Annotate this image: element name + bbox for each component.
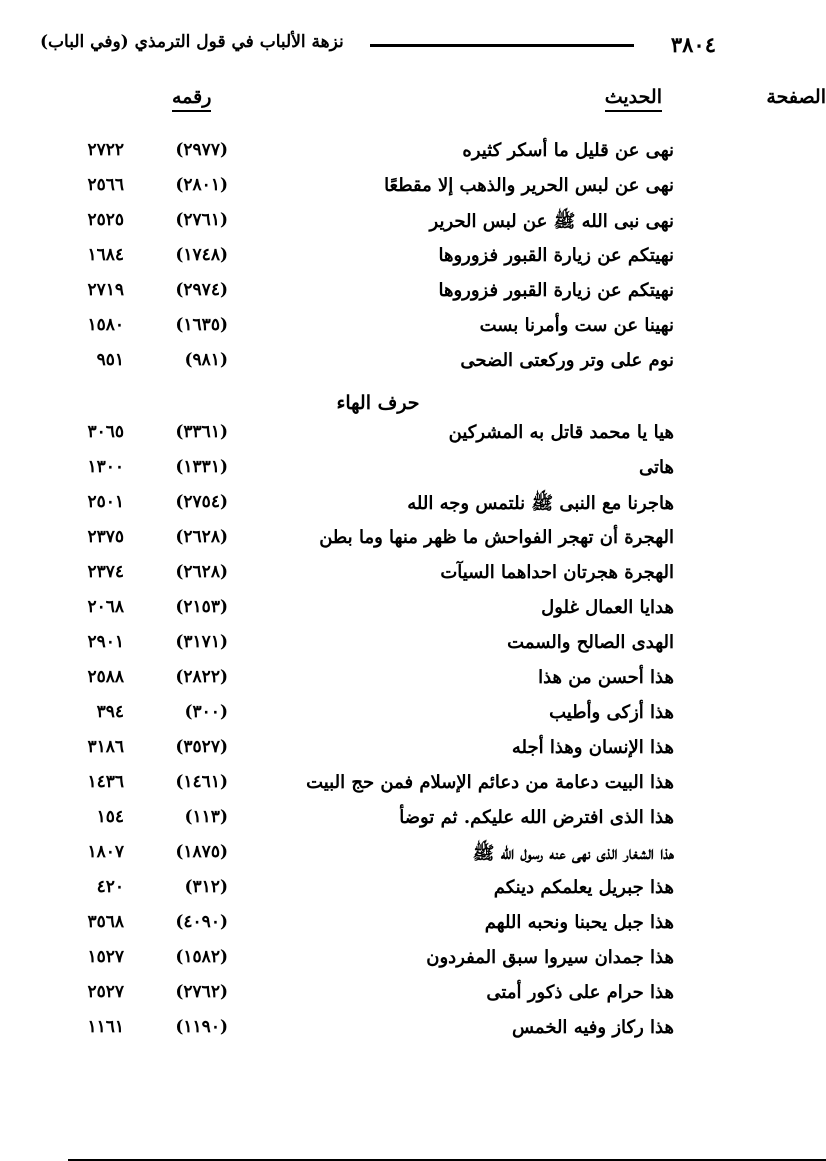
page-ref: ٤٢٠ bbox=[96, 877, 124, 897]
hadith-text: هذا الإنسان وهذا أجله bbox=[511, 737, 674, 758]
hadith-number: (٢٦٢٨) bbox=[175, 527, 228, 547]
page-ref: ٢٥٨٨ bbox=[87, 667, 124, 687]
page-ref: ٢٥٢٧ bbox=[87, 982, 124, 1002]
index-row bbox=[40, 912, 716, 946]
hadith-number: (٢٩٧٤) bbox=[175, 280, 228, 300]
hadith-text: هذا جمدان سيروا سبق المفردون bbox=[426, 947, 674, 968]
hadith-number: (٣٣٦١) bbox=[175, 422, 228, 442]
hadith-number: (١١٩٠) bbox=[175, 1017, 228, 1037]
page-ref: ٣٥٦٨ bbox=[87, 912, 124, 932]
page-ref: ٣١٨٦ bbox=[87, 737, 124, 757]
page-ref: ٢٣٧٥ bbox=[87, 527, 124, 547]
hadith-text: نهى عن لبس الحرير والذهب إلا مقطعًا bbox=[384, 175, 674, 196]
index-row bbox=[40, 842, 716, 876]
running-header bbox=[40, 30, 716, 60]
hadith-number: (٢٨٢٢) bbox=[175, 667, 228, 687]
hadith-text: الهجرة أن تهجر الفواحش ما ظهر منها وما بطن bbox=[319, 527, 674, 548]
hadith-number: (٢٧٦١) bbox=[175, 210, 228, 230]
hadith-number: (٢٨٠١) bbox=[175, 175, 228, 195]
book-title: نزهة الألباب في قول الترمذي (وفي الباب) bbox=[40, 32, 344, 52]
hadith-number: (١٤٦١) bbox=[175, 772, 228, 792]
index-row bbox=[40, 632, 716, 666]
page-ref: ١٥٨٠ bbox=[87, 315, 124, 335]
section-heading: حرف الهاء bbox=[336, 392, 420, 414]
index-row bbox=[40, 1017, 716, 1051]
hadith-text: هذا البيت دعامة من دعائم الإسلام فمن حج البيت bbox=[306, 772, 674, 793]
hadith-text: هذا جبريل يعلمكم دينكم bbox=[493, 877, 674, 898]
index-row bbox=[40, 422, 716, 456]
hadith-text: هذا ركاز وفيه الخمس bbox=[511, 1017, 674, 1038]
page-ref: ٩٥١ bbox=[96, 350, 124, 370]
hadith-text: هاتى bbox=[639, 457, 674, 478]
hadith-text: نهينا عن ست وأمرنا بست bbox=[479, 315, 674, 336]
hadith-number: (٤٠٩٠) bbox=[175, 912, 228, 932]
page-ref: ١٥٤ bbox=[96, 807, 124, 827]
page-ref: ٣٠٦٥ bbox=[87, 422, 124, 442]
hadith-number: (١١٣) bbox=[184, 807, 228, 827]
index-row bbox=[40, 492, 716, 526]
hadith-number: (١٨٧٥) bbox=[175, 842, 228, 862]
index-row bbox=[40, 280, 716, 314]
hadith-text: هاجرنا مع النبى ﷺ نلتمس وجه الله bbox=[407, 493, 674, 514]
hadith-text: هذا الذى افترض الله عليكم. ثم توضأ bbox=[399, 807, 674, 828]
hadith-number: (٢٧٦٢) bbox=[175, 982, 228, 1002]
hadith-number: (٢٦٢٨) bbox=[175, 562, 228, 582]
header-rule bbox=[370, 44, 634, 47]
hadith-text: هذا جبل يحبنا ونحبه اللهم bbox=[484, 912, 674, 933]
page-ref: ٢٥٢٥ bbox=[87, 210, 124, 230]
index-row bbox=[40, 562, 716, 596]
hadith-number: (١٧٤٨) bbox=[175, 245, 228, 265]
hadith-text: هذا أحسن من هذا bbox=[538, 667, 674, 688]
index-row bbox=[40, 877, 716, 911]
page-ref: ٢٠٦٨ bbox=[87, 597, 124, 617]
index-row bbox=[40, 210, 716, 244]
page-ref: ١٤٣٦ bbox=[87, 772, 124, 792]
hadith-text: نوم على وتر وركعتى الضحى bbox=[460, 350, 674, 371]
hadith-text: هذا أزكى وأطيب bbox=[549, 702, 674, 723]
hadith-text: هدايا العمال غلول bbox=[541, 597, 674, 618]
hadith-number: (١٦٣٥) bbox=[175, 315, 228, 335]
page-ref: ١٦٨٤ bbox=[87, 245, 124, 265]
hadith-text: هذا الشغار الذى نهى عنه رسول الله ﷺ bbox=[472, 843, 674, 864]
hadith-number: (٣٥٢٧) bbox=[175, 737, 228, 757]
page-ref: ٣٩٤ bbox=[96, 702, 124, 722]
page-ref: ٢٣٧٤ bbox=[87, 562, 124, 582]
page-ref: ٢٥٠١ bbox=[87, 492, 124, 512]
hadith-number: (٩٨١) bbox=[184, 350, 228, 370]
index-row bbox=[40, 597, 716, 631]
index-row bbox=[40, 140, 716, 174]
page-ref: ١١٦١ bbox=[87, 1017, 124, 1037]
hadith-number: (٢١٥٣) bbox=[175, 597, 228, 617]
index-row bbox=[40, 245, 716, 279]
hadith-number: (٣٠٠) bbox=[184, 702, 228, 722]
index-row bbox=[40, 807, 716, 841]
column-header-page: الصفحة bbox=[68, 86, 826, 1161]
hadith-number: (٣١٧١) bbox=[175, 632, 228, 652]
index-row bbox=[40, 947, 716, 981]
index-row bbox=[40, 315, 716, 349]
hadith-number: (١٣٣١) bbox=[175, 457, 228, 477]
index-row bbox=[40, 737, 716, 771]
hadith-text: الهدى الصالح والسمت bbox=[507, 632, 674, 653]
hadith-number: (٢٧٥٤) bbox=[175, 492, 228, 512]
hadith-text: الهجرة هجرتان احداهما السيآت bbox=[440, 562, 674, 583]
index-row bbox=[40, 457, 716, 491]
hadith-text: نهى نبى الله ﷺ عن لبس الحرير bbox=[429, 211, 674, 232]
page-ref: ٢٧٢٢ bbox=[87, 140, 124, 160]
column-header-number: رقمه bbox=[172, 86, 211, 112]
hadith-text: نهى عن قليل ما أسكر كثيره bbox=[462, 140, 674, 161]
page-ref: ١٥٢٧ bbox=[87, 947, 124, 967]
index-row bbox=[40, 702, 716, 736]
column-headers bbox=[40, 86, 826, 116]
hadith-number: (٣١٢) bbox=[184, 877, 228, 897]
hadith-text: هذا حرام على ذكور أمتى bbox=[486, 982, 674, 1003]
index-row bbox=[40, 175, 716, 209]
hadith-text: هيا يا محمد قاتل به المشركين bbox=[448, 422, 674, 443]
hadith-text: نهيتكم عن زيارة القبور فزوروها bbox=[438, 280, 674, 301]
index-row bbox=[40, 350, 716, 384]
page-ref: ٢٥٦٦ bbox=[87, 175, 124, 195]
page-ref: ٢٩٠١ bbox=[87, 632, 124, 652]
hadith-text: نهيتكم عن زيارة القبور فزوروها bbox=[438, 245, 674, 266]
index-row bbox=[40, 667, 716, 701]
index-row bbox=[40, 527, 716, 561]
index-row bbox=[40, 772, 716, 806]
hadith-number: (٢٩٧٧) bbox=[175, 140, 228, 160]
column-header-hadith: الحديث bbox=[605, 86, 662, 112]
page-ref: ٢٧١٩ bbox=[87, 280, 124, 300]
page-number: ٣٨٠٤ bbox=[670, 32, 716, 57]
hadith-number: (١٥٨٢) bbox=[175, 947, 228, 967]
page-ref: ١٨٠٧ bbox=[87, 842, 124, 862]
page-ref: ١٣٠٠ bbox=[87, 457, 124, 477]
index-row bbox=[40, 982, 716, 1016]
